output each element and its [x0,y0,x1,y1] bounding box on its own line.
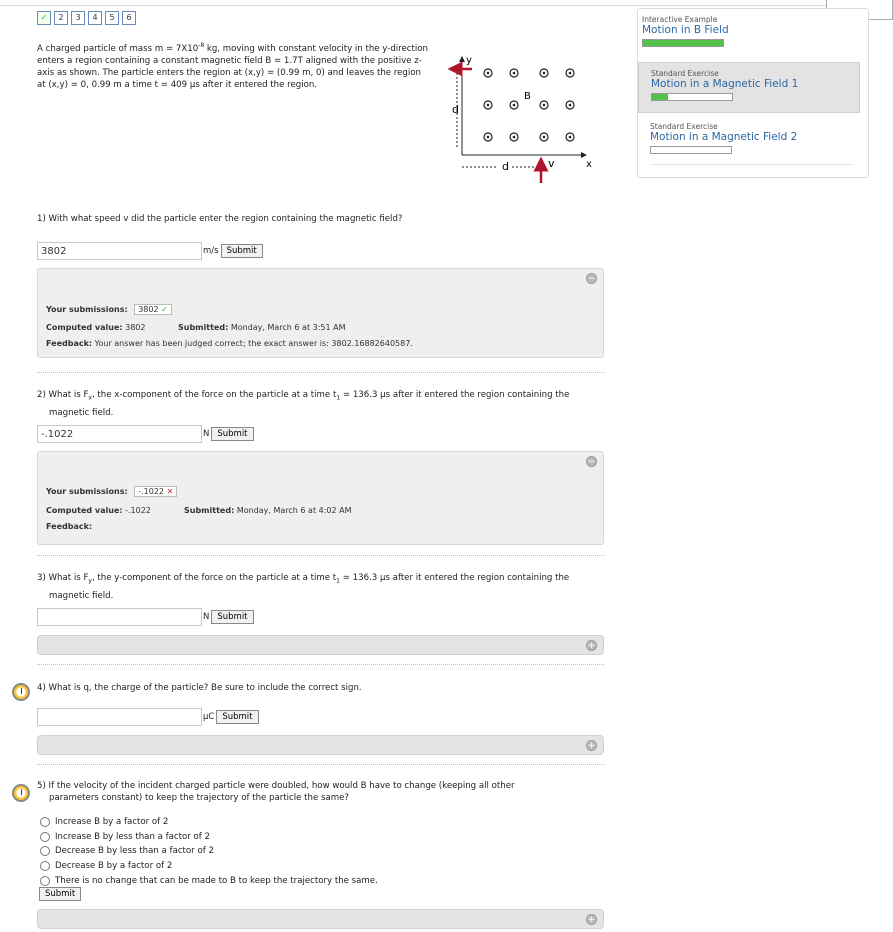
tab-part-2[interactable]: 2 [54,11,68,25]
q2-submitted-label: Submitted: [184,506,235,515]
intro-text-b: kg, moving with constant velocity in the y-direction enters a region containing a constant magnetic field B = 1.7T aligned with the positive z-axis as shown. The particle enters the region at (x,y) = (0.99 m, 0) and leaves the region at (x,y) = 0, 0.99 m a time t = 409 μs after it entered the region. [37,43,428,90]
sidebar-item-motion-in-b-field[interactable] [642,15,864,47]
option-3[interactable] [40,846,214,856]
q2-feedback-line [46,522,92,531]
question-3-text [37,571,612,604]
q1-submissions-line [46,304,172,315]
question-2-answer-row [37,425,254,443]
option-5-label: There is no change that can be made to B to keep the trajectory the same. [55,876,378,886]
q2-computed-label: Computed value: [46,506,123,515]
expand-icon[interactable]: + [587,915,596,925]
tab-part-5[interactable]: 5 [105,11,119,25]
q1-feedback-line [46,339,413,348]
q1-submitted-line [178,323,346,332]
question-1-input[interactable] [37,242,202,260]
q2-computed-line [46,506,151,515]
question-1-text: 1) With what speed v did the particle enter the region containing the magnetic field? [37,214,403,224]
question-3-answer-row [37,608,254,626]
q1-computed-value: 3802 [125,323,146,332]
q2-text-b: , the x-component of the force on the particle at a time t [91,390,337,400]
option-4[interactable] [40,861,172,871]
q1-submissions-label: Your submissions: [46,305,128,314]
sidebar-item-motion-field-2[interactable] [638,122,860,154]
radio-icon[interactable] [40,817,50,827]
x-axis-label: x [586,159,592,170]
check-icon: ✓ [161,305,168,314]
collapse-icon[interactable]: − [587,274,596,284]
q2-submitted-value: Monday, March 6 at 4:02 AM [236,506,352,515]
divider [37,664,604,665]
d-vertical-label: d [452,103,459,116]
sidebar-item-kind: Standard Exercise [651,69,719,78]
option-3-label: Decrease B by less than a factor of 2 [55,846,214,856]
progress-bar [651,93,733,101]
question-2-input[interactable] [37,425,202,443]
q2-submission-badge [134,486,177,497]
q3-text-a: 3) What is F [37,573,89,583]
cross-icon: ✕ [166,487,174,496]
question-1-unit: m/s [203,246,219,256]
q2-sub-x: x [88,394,92,402]
question-4-text: 4) What is q, the charge of the particle? Be sure to include the correct sign. [37,683,362,693]
option-2-label: Increase B by less than a factor of 2 [55,832,211,842]
tab-part-1[interactable]: ✓ [37,11,51,25]
field-dot-centers [487,72,572,139]
tab-part-4[interactable]: 4 [88,11,102,25]
option-5[interactable] [40,876,378,886]
field-dots [484,69,574,141]
timer-icon [12,784,30,802]
option-1-label: Increase B by a factor of 2 [55,817,169,827]
q1-feedback-value: Your answer has been judged correct; the exact answer is: 3802.16882640587. [94,339,413,348]
question-3-submit-button[interactable]: Submit [211,610,253,624]
question-1-submit-button[interactable]: Submit [221,244,263,258]
q1-computed-line [46,323,145,332]
question-5-text: 5) If the velocity of the incident charged particle were doubled, how would B have to change (keeping all other parameters constant) to keep the trajectory of the particle the same? [37,781,515,803]
magnetic-field-diagram [448,55,608,185]
q2-submissions-label: Your submissions: [46,487,128,496]
problem-statement [37,40,432,91]
q2-text-c: = 136.3 μs after it entered the region containing the magnetic field. [49,390,570,418]
sidebar-item-title[interactable]: Motion in a Magnetic Field 2 [650,131,798,143]
q3-text-c: = 136.3 μs after it entered the region containing the magnetic field. [49,573,570,601]
divider [37,372,604,373]
q2-text-a: 2) What is F [37,390,89,400]
sidebar-item-kind: Interactive Example [642,15,718,24]
collapse-icon[interactable]: − [587,457,596,467]
progress-bar [650,146,732,154]
q2-sub-1: 1 [336,394,341,402]
d-horizontal-label: d [502,160,509,173]
q3-text-b: , the y-component of the force on the particle at a time t [91,573,337,583]
intro-exponent: -8 [198,42,205,49]
expand-icon[interactable]: + [587,741,596,751]
q1-computed-label: Computed value: [46,323,123,332]
top-rule [0,5,893,6]
q1-submitted-label: Submitted: [178,323,229,332]
sidebar-item-motion-field-1[interactable] [638,62,860,113]
progress-fill [643,40,723,46]
question-3-unit: N [203,612,210,622]
q1-submitted-value: Monday, March 6 at 3:51 AM [230,323,346,332]
question-4-input[interactable] [37,708,202,726]
sidebar-item-title[interactable]: Motion in B Field [642,24,729,36]
sidebar-divider [652,164,852,165]
q2-computed-value: -.1022 [125,506,151,515]
progress-bar [642,39,724,47]
question-4-submit-button[interactable]: Submit [216,710,258,724]
divider [37,555,604,556]
q3-sub-1: 1 [336,577,340,585]
q1-feedback-label: Feedback: [46,339,93,348]
question-5-collapsed-panel [37,909,604,929]
velocity-label: v [548,157,555,170]
option-2[interactable] [40,832,210,842]
radio-icon[interactable] [40,832,50,842]
sidebar-item-title[interactable]: Motion in a Magnetic Field 1 [651,78,799,90]
sidebar [637,8,869,178]
divider [37,764,604,765]
sidebar-item-kind: Standard Exercise [650,122,718,131]
question-2-feedback-panel [37,451,604,545]
q2-submission-value: -.1022 [138,487,165,496]
tab-part-6[interactable]: 6 [122,11,136,25]
q2-submitted-line [184,506,352,515]
progress-fill [652,94,668,100]
question-1-answer-row [37,242,263,260]
question-3-collapsed-panel [37,635,604,655]
q2-submissions-line [46,486,177,497]
radio-icon[interactable] [40,876,50,886]
q2-feedback-label: Feedback: [46,522,93,531]
option-4-label: Decrease B by a factor of 2 [55,861,173,871]
intro-text-a: A charged particle of mass m = 7X10 [37,43,199,54]
radio-icon[interactable] [40,861,50,871]
question-3-input[interactable] [37,608,202,626]
timer-icon [12,683,30,701]
question-4-answer-row [37,708,259,726]
y-axis-label: y [466,55,472,66]
expand-icon[interactable]: + [587,641,596,651]
question-2-unit: N [203,429,210,439]
q3-sub-y: y [88,577,92,585]
question-4-unit: μC [203,712,215,722]
question-5-submit-button[interactable]: Submit [39,887,81,901]
part-tabs [37,11,139,25]
question-2-text [37,388,612,421]
question-4-collapsed-panel [37,735,604,755]
tab-part-3[interactable]: 3 [71,11,85,25]
option-1[interactable] [40,817,168,827]
question-2-submit-button[interactable]: Submit [211,427,253,441]
radio-icon[interactable] [40,846,50,856]
q1-submission-value: 3802 [138,305,159,314]
question-1-feedback-panel [37,268,604,358]
field-label: B [524,91,531,102]
q1-submission-badge [134,304,172,315]
